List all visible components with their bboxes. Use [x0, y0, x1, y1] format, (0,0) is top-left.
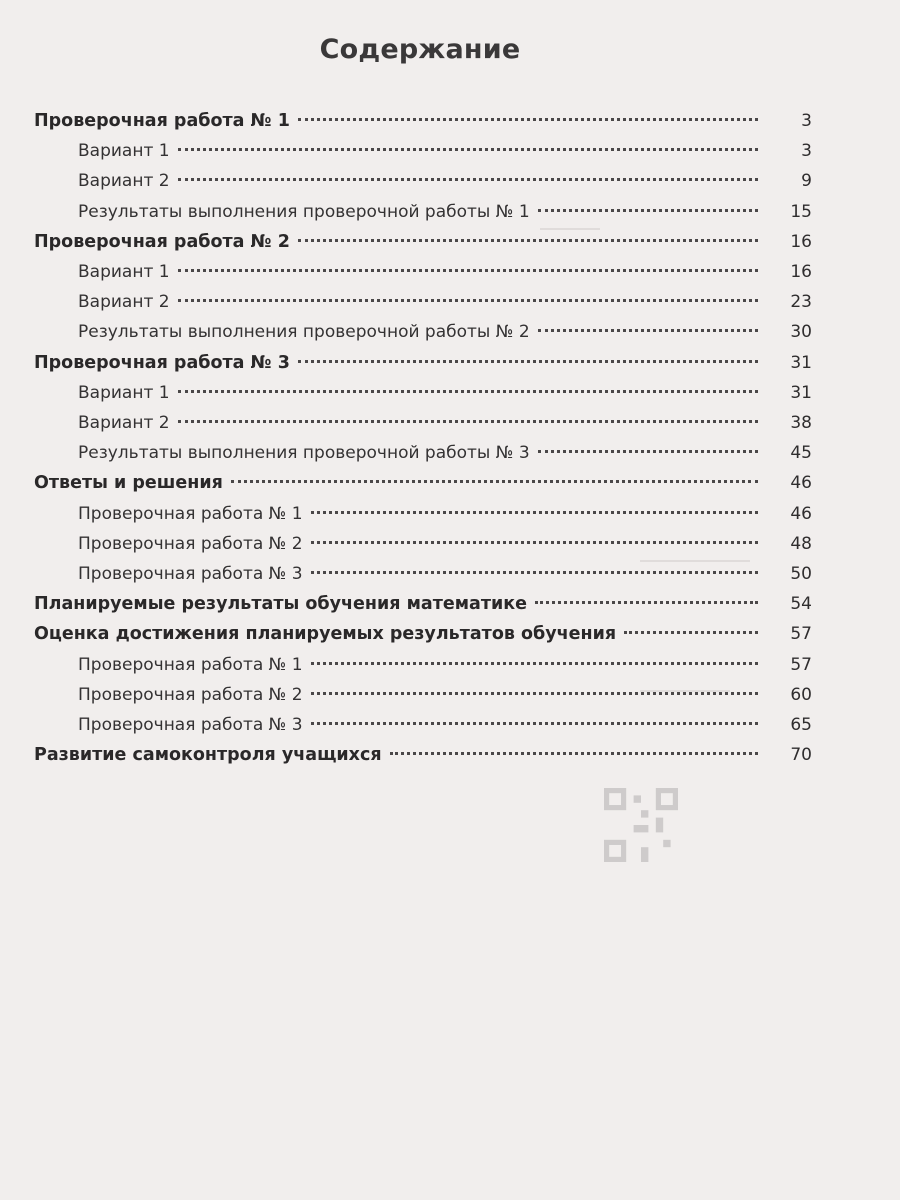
toc-subentry — [78, 650, 812, 680]
dot-leader — [311, 510, 758, 514]
toc-entry-label: Проверочная работа № 3 — [78, 715, 303, 735]
toc-section-entry — [34, 589, 812, 619]
toc-entry-label: Результаты выполнения проверочной работы № 2 — [78, 322, 530, 342]
toc-subentry — [78, 408, 812, 438]
toc-subentry — [78, 317, 812, 347]
toc-entry-label: Проверочная работа № 3 — [78, 564, 303, 584]
toc-subentry — [78, 438, 812, 468]
dot-leader — [178, 419, 758, 423]
toc-section-entry — [34, 468, 812, 498]
dot-leader — [178, 147, 758, 151]
toc-subentry — [78, 197, 812, 227]
toc-page-number: 3 — [801, 141, 812, 161]
toc-subentry — [78, 136, 812, 166]
toc-entry-label: Проверочная работа № 2 — [78, 534, 303, 554]
toc-section-entry — [34, 227, 812, 257]
toc-entry-label: Планируемые результаты обучения математике — [34, 594, 527, 614]
toc-subentry — [78, 529, 812, 559]
toc-page-number: 57 — [790, 655, 812, 675]
toc-page-number: 70 — [790, 745, 812, 765]
toc-subentry — [78, 166, 812, 196]
toc-page-number: 16 — [790, 262, 812, 282]
toc-page-number: 3 — [801, 111, 812, 131]
toc-page-number: 45 — [790, 443, 812, 463]
dot-leader — [624, 630, 758, 634]
toc-subentry — [78, 499, 812, 529]
toc-entry-label: Развитие самоконтроля учащихся — [34, 745, 382, 765]
toc-subentry — [78, 559, 812, 589]
toc-subentry — [78, 287, 812, 317]
toc-entry-label: Проверочная работа № 2 — [78, 685, 303, 705]
toc-entry-label: Оценка достижения планируемых результатов обучения — [34, 624, 617, 644]
toc-entry-label: Результаты выполнения проверочной работы № 3 — [78, 443, 530, 463]
toc-section-entry — [34, 106, 812, 136]
toc-page-number: 38 — [790, 413, 812, 433]
toc-page-number: 54 — [790, 594, 812, 614]
toc-page-number: 57 — [790, 624, 812, 644]
page-title: Содержание — [319, 34, 521, 65]
toc-page-number: 31 — [790, 353, 812, 373]
dot-leader — [311, 721, 758, 725]
dot-leader — [538, 328, 758, 332]
dot-leader — [311, 570, 758, 574]
toc-page-number: 46 — [790, 473, 812, 493]
dot-leader — [298, 359, 758, 363]
toc-page-number: 9 — [801, 171, 812, 191]
dot-leader — [538, 208, 758, 212]
dot-leader — [311, 540, 758, 544]
dot-leader — [178, 268, 758, 272]
dot-leader — [311, 661, 758, 665]
toc-entry-label: Вариант 2 — [78, 292, 170, 312]
toc-entry-label: Вариант 2 — [78, 171, 170, 191]
dot-leader — [178, 177, 758, 181]
toc-page-number: 60 — [790, 685, 812, 705]
dot-leader — [178, 298, 758, 302]
toc-section-entry — [34, 740, 812, 770]
dot-leader — [390, 751, 758, 755]
toc-subentry — [78, 680, 812, 710]
dot-leader — [538, 449, 758, 453]
toc-page-number: 46 — [790, 504, 812, 524]
toc-entry-label: Результаты выполнения проверочной работы № 1 — [78, 202, 530, 222]
toc-entry-label: Проверочная работа № 1 — [78, 655, 303, 675]
toc-entry-label: Вариант 1 — [78, 141, 170, 161]
toc-entry-label: Проверочная работа № 2 — [34, 232, 290, 252]
toc-section-entry — [34, 619, 812, 649]
toc-page-number: 16 — [790, 232, 812, 252]
toc-page-number: 31 — [790, 383, 812, 403]
toc-page-number: 48 — [790, 534, 812, 554]
dot-leader — [311, 691, 758, 695]
dot-leader — [178, 389, 758, 393]
toc-entry-label: Вариант 1 — [78, 383, 170, 403]
toc-entry-label: Вариант 1 — [78, 262, 170, 282]
toc-subentry — [78, 378, 812, 408]
toc-page-number: 15 — [790, 202, 812, 222]
toc-subentry — [78, 710, 812, 740]
dot-leader — [298, 238, 758, 242]
toc-page-number: 65 — [790, 715, 812, 735]
toc-entry-label: Вариант 2 — [78, 413, 170, 433]
dot-leader — [535, 600, 758, 604]
dot-leader — [298, 117, 758, 121]
toc-entry-label: Проверочная работа № 3 — [34, 353, 290, 373]
toc-entry-label: Проверочная работа № 1 — [34, 111, 290, 131]
toc-page-number: 30 — [790, 322, 812, 342]
toc-section-entry — [34, 348, 812, 378]
dot-leader — [231, 479, 758, 483]
toc-page-number: 23 — [790, 292, 812, 312]
toc-page-number: 50 — [790, 564, 812, 584]
toc-entry-label: Проверочная работа № 1 — [78, 504, 303, 524]
qr-code-bleed-through — [604, 788, 678, 862]
toc-subentry — [78, 257, 812, 287]
toc-entry-label: Ответы и решения — [34, 473, 223, 493]
